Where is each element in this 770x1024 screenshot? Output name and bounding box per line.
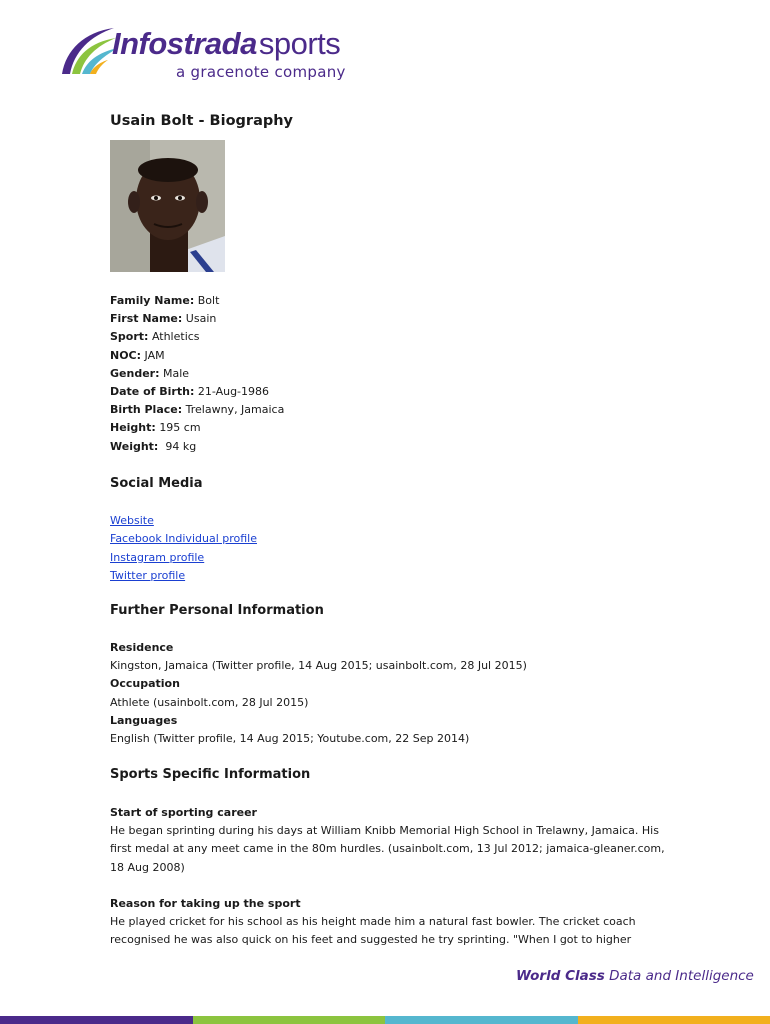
sporting-career-text: He began sprinting during his days at William Knibb Memorial High School in Trelawny, Jamaica. His first medal at any meet came in the 80m hurdles. (usainbolt.com, 13 Jul 2012; jamaica-gleaner.com, 18 Aug 2008) bbox=[110, 824, 665, 874]
bar-segment-orange bbox=[578, 1016, 770, 1024]
residence-label: Residence bbox=[110, 641, 174, 654]
field-family-name bbox=[110, 292, 670, 310]
footer-color-bar bbox=[0, 1016, 770, 1024]
field-label: Gender: bbox=[110, 366, 160, 380]
reason-label: Reason for taking up the sport bbox=[110, 897, 301, 910]
athlete-photo bbox=[110, 140, 225, 272]
bar-segment-green bbox=[193, 1016, 386, 1024]
reason-block bbox=[110, 895, 670, 950]
bar-segment-blue bbox=[385, 1016, 578, 1024]
field-label: NOC: bbox=[110, 348, 142, 362]
field-value: Bolt bbox=[197, 294, 220, 307]
sporting-career-block bbox=[110, 804, 670, 877]
twitter-profile-link[interactable]: Twitter profile bbox=[110, 568, 186, 582]
field-value: Athletics bbox=[151, 330, 200, 344]
instagram-profile-link[interactable]: Instagram profile bbox=[110, 550, 205, 564]
languages-label: Languages bbox=[110, 713, 178, 727]
athlete-portrait-icon bbox=[110, 140, 225, 272]
field-label: Birth Place: bbox=[110, 403, 183, 417]
biography-content bbox=[110, 108, 670, 947]
field-value: JAM bbox=[144, 348, 165, 362]
field-value: 94 kg bbox=[161, 439, 197, 453]
sports-info-heading: Sports Specific Information bbox=[110, 767, 311, 782]
brand-secondary: sports bbox=[258, 26, 341, 61]
field-value: 21-Aug-1986 bbox=[197, 384, 270, 398]
brand-main: Infostrada bbox=[112, 26, 257, 61]
field-noc bbox=[110, 347, 670, 365]
facebook-profile-link[interactable]: Facebook Individual profile bbox=[110, 532, 257, 546]
field-weight bbox=[110, 438, 670, 456]
social-media-links bbox=[110, 512, 257, 585]
field-label: First Name: bbox=[110, 312, 183, 326]
biography-fields bbox=[110, 292, 670, 456]
field-label: Weight: bbox=[110, 439, 159, 453]
field-sport bbox=[110, 328, 670, 346]
field-date-of-birth bbox=[110, 383, 670, 401]
website-link[interactable]: Website bbox=[110, 514, 154, 527]
occupation-label: Occupation bbox=[110, 677, 180, 691]
languages-text: English (Twitter profile, 14 Aug 2015; Youtube.com, 22 Sep 2014) bbox=[110, 732, 470, 746]
reason-text: He played cricket for his school as his height made him a natural fast bowler. The cricket coach recognised he was also quick on his feet and suggested he try sprinting. "When I got to higher bbox=[110, 915, 636, 947]
sporting-career-label: Start of sporting career bbox=[110, 806, 257, 819]
field-value: Usain bbox=[185, 312, 217, 326]
field-label: Sport: bbox=[110, 330, 149, 344]
personal-info-heading: Further Personal Information bbox=[110, 603, 324, 618]
page-title: Usain Bolt - Biography bbox=[110, 113, 294, 129]
brand-tagline: a gracenote company bbox=[176, 63, 346, 81]
bar-segment-purple bbox=[0, 1016, 193, 1024]
field-label: Date of Birth: bbox=[110, 384, 195, 398]
field-label: Family Name: bbox=[110, 294, 195, 307]
personal-info-block bbox=[110, 639, 670, 748]
brand-name bbox=[112, 26, 340, 62]
field-value: 195 cm bbox=[159, 421, 201, 435]
field-value: Male bbox=[162, 366, 190, 380]
social-media-heading: Social Media bbox=[110, 476, 203, 491]
field-gender bbox=[110, 365, 670, 383]
field-first-name bbox=[110, 310, 670, 328]
infostrada-logo bbox=[56, 24, 386, 86]
footer-tagline bbox=[516, 968, 754, 984]
field-birth-place bbox=[110, 401, 670, 419]
swoosh-logo-icon bbox=[56, 24, 120, 80]
field-label: Height: bbox=[110, 421, 156, 435]
occupation-text: Athlete (usainbolt.com, 28 Jul 2015) bbox=[110, 695, 309, 709]
footer-tag-bold: World Class bbox=[516, 968, 605, 984]
footer-tag-rest: Data and Intelligence bbox=[609, 968, 754, 984]
residence-text: Kingston, Jamaica (Twitter profile, 14 Aug 2015; usainbolt.com, 28 Jul 2015) bbox=[110, 659, 527, 673]
field-height bbox=[110, 419, 670, 437]
field-value: Trelawny, Jamaica bbox=[185, 403, 285, 417]
